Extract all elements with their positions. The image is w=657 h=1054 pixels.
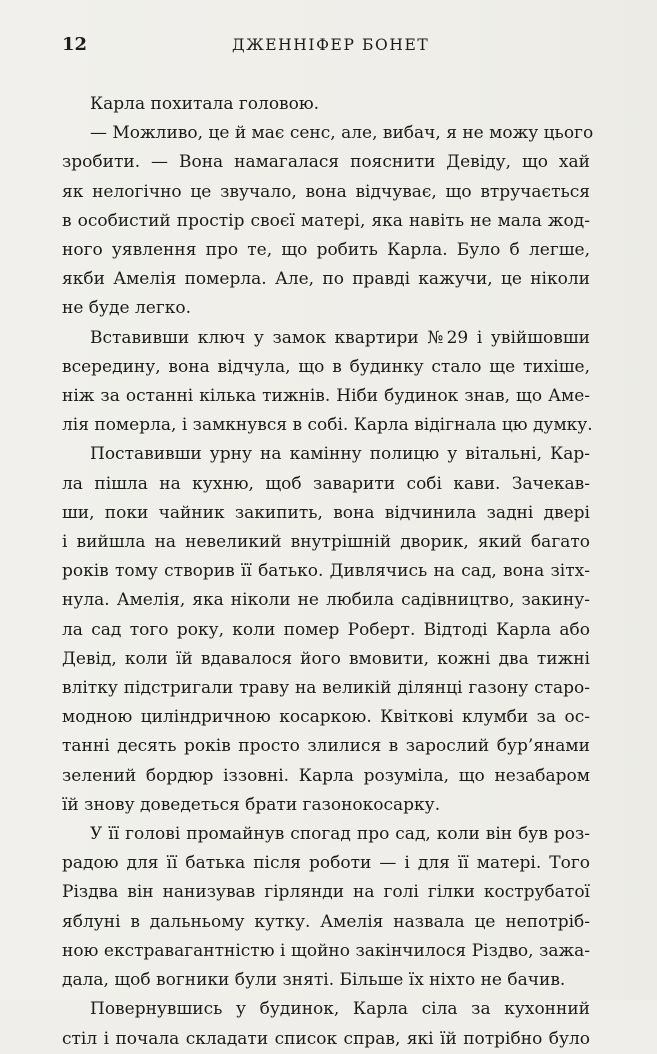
paragraph (62, 119, 594, 323)
text-line: не буде легко. (62, 298, 191, 319)
text-line: ною екстравагантністю і щойно закінчилося Різдво, зажа- (62, 940, 590, 961)
text-line: Карла похитала головою. (90, 94, 320, 114)
text-line: Девід, коли їй вдавалося його вмовити, кожні два тижні (62, 648, 590, 669)
text-line: У її голові промайнув спогад про сад, коли він був роз- (90, 824, 590, 845)
text-line: і вийшла на невеликий внутрішній дворик, який багато (62, 532, 590, 553)
text-line: дала, щоб вогники були зняті. Більше їх ніхто не бачив. (62, 970, 566, 991)
text-line: як нелогічно це звучало, вона відчуває, що втручається (62, 181, 590, 202)
paragraph (62, 440, 590, 820)
text-line: влітку підстригали траву на великій ділянці газону старо- (62, 678, 590, 699)
text-line: Різдва він нанизував гірлянди на голі гілки кострубатої (62, 882, 590, 903)
text-line: Повернувшись у будинок, Карла сіла за кухонний (90, 999, 590, 1020)
text-line: танні десять років просто злилися в зарослий бур’янами (62, 736, 590, 757)
text-line: Поставивши урну на камінну полицю у вітальні, Кар- (90, 444, 590, 465)
text-line: всередину, вона відчула, що в будинку стало ще тихіше, (62, 356, 590, 377)
text-line: ніж за останні кілька тижнів. Ніби будинок знав, що Аме- (62, 386, 590, 407)
paragraph (62, 90, 590, 119)
running-header: ДЖЕННІФЕР БОНЕТ (232, 36, 430, 54)
text-line: ла сад того року, коли помер Роберт. Відтоді Карла або (62, 619, 590, 640)
paragraph (62, 820, 590, 995)
body-text (62, 90, 594, 1054)
text-line: їй знову доведеться брати газонокосарку. (62, 794, 441, 815)
text-line: модною циліндричною косаркою. Квіткові клумби за ос- (62, 707, 590, 728)
text-line: років тому створив її батько. Дивлячись на сад, вона зітх- (62, 561, 590, 582)
text-line: ши, поки чайник закипить, вона відчинила задні двері (62, 502, 590, 523)
text-line: — Можливо, це й має сенс, але, вибач, я не можу цього (90, 123, 594, 144)
text-line: радою для її батька після роботи — і для її матері. Того (62, 853, 590, 874)
paragraph (62, 324, 593, 441)
text-line: Вставивши ключ у замок квартири №29 і увійшовши (90, 327, 590, 348)
text-line: зробити. — Вона намагалася пояснити Девіду, що хай (62, 152, 590, 173)
text-line: в особистий простір своєї матері, яка навіть не мала жод- (62, 210, 590, 231)
text-line: стіл і почала складати список справ, які їй потрібно було (62, 1028, 590, 1049)
text-line: зелений бордюр іззовні. Карла розуміла, що незабаром (62, 765, 590, 786)
text-line: ного уявлення про те, що робить Карла. Було б легше, (62, 240, 590, 261)
page-number: 12 (62, 34, 88, 55)
text-line: ла пішла на кухню, щоб заварити собі кави. Зачекав- (62, 473, 590, 494)
text-line: нула. Амелія, яка ніколи не любила садівництво, закину- (62, 590, 590, 611)
text-line: якби Амелія померла. Але, по правді кажучи, це ніколи (62, 269, 590, 290)
paragraph (62, 995, 590, 1053)
text-line: яблуні в дальньому кутку. Амелія назвала це непотріб- (62, 911, 590, 932)
text-line: лія померла, і замкнувся в собі. Карла відігнала цю думку. (62, 415, 593, 436)
